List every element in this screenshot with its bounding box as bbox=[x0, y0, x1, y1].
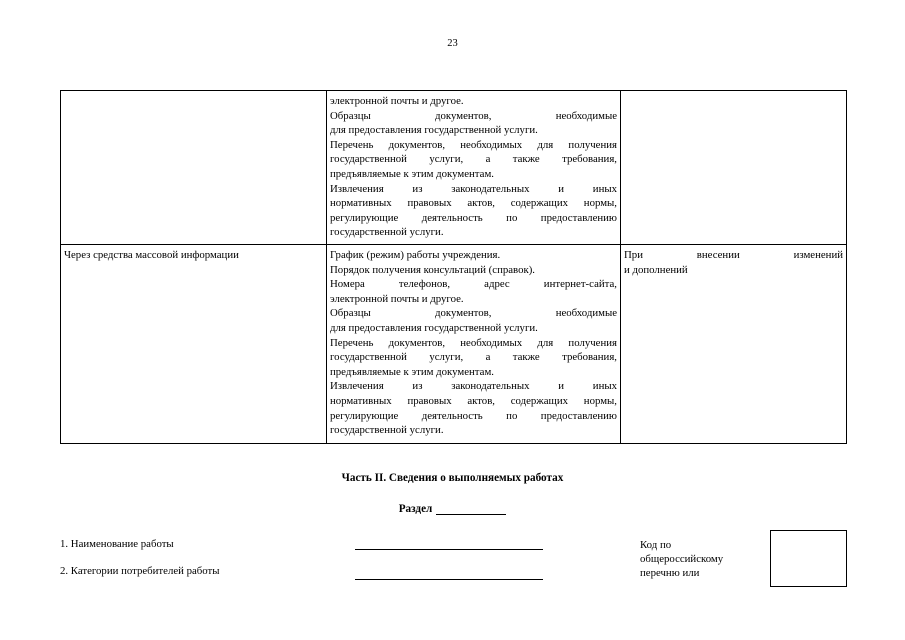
text-line: Образцы документов, необходимые bbox=[330, 109, 617, 122]
consumer-categories-label: 2. Категории потребителей работы bbox=[60, 565, 220, 577]
text-line: Извлечения из законодательных и иных bbox=[330, 182, 617, 195]
text-line: Перечень документов, необходимых для получения bbox=[330, 138, 617, 151]
code-label bbox=[640, 538, 768, 580]
text-line: государственной услуги. bbox=[330, 424, 444, 437]
section-number-blank[interactable] bbox=[436, 503, 506, 515]
work-name-label: 1. Наименование работы bbox=[60, 538, 174, 550]
text-line: электронной почты и другое. bbox=[330, 292, 464, 305]
table-cell-frequency bbox=[621, 91, 847, 245]
section-label: Раздел bbox=[398, 503, 433, 515]
consumer-categories-blank[interactable] bbox=[355, 579, 543, 580]
section-heading bbox=[0, 503, 905, 515]
text-line: Перечень документов, необходимых для получения bbox=[330, 336, 617, 349]
work-name-blank[interactable] bbox=[355, 549, 543, 550]
text-line: электронной почты и другое. bbox=[330, 95, 464, 107]
text-line: Номера телефонов, адрес интернет-сайта, bbox=[330, 278, 617, 291]
text-line: для предоставления государственной услуги. bbox=[330, 124, 538, 137]
text-line: нормативных правовых актов, содержащих нормы, bbox=[330, 394, 617, 407]
part-title: Часть II. Сведения о выполняемых работах bbox=[341, 472, 564, 484]
text-line: Код по bbox=[640, 539, 672, 551]
table-cell-content bbox=[327, 245, 621, 444]
text-line: государственной услуги. bbox=[330, 226, 444, 239]
text-line: общероссийскому bbox=[640, 553, 724, 565]
text-line: График (режим) работы учреждения. bbox=[330, 249, 501, 261]
text-line: При внесении изменений bbox=[624, 249, 843, 261]
table-cell-method bbox=[61, 91, 327, 245]
table-cell-content bbox=[327, 91, 621, 245]
page-number: 23 bbox=[447, 38, 458, 49]
text-line: государственной услуги, а также требования, bbox=[330, 351, 617, 364]
table-row bbox=[61, 245, 847, 444]
code-box[interactable] bbox=[770, 530, 847, 587]
text-line: для предоставления государственной услуги. bbox=[330, 321, 538, 334]
text-line: предъявляемые к этим документам. bbox=[330, 365, 494, 378]
table-row bbox=[61, 91, 847, 245]
text-line: регулирующие деятельность по предоставлению bbox=[330, 409, 617, 422]
table-cell-method: Через средства массовой информации bbox=[61, 245, 327, 444]
text-line: Порядок получения консультаций (справок). bbox=[330, 263, 536, 276]
text-line: нормативных правовых актов, содержащих нормы, bbox=[330, 197, 617, 210]
text-line: и дополнений bbox=[624, 263, 688, 276]
text-line: предъявляемые к этим документам. bbox=[330, 167, 494, 180]
table-cell-frequency bbox=[621, 245, 847, 444]
text-line: Образцы документов, необходимые bbox=[330, 307, 617, 320]
text-line: государственной услуги, а также требования, bbox=[330, 153, 617, 166]
text-line: Извлечения из законодательных и иных bbox=[330, 380, 617, 393]
text-line: перечню или bbox=[640, 567, 700, 579]
info-table bbox=[60, 90, 847, 444]
text-line: регулирующие деятельность по предоставлению bbox=[330, 211, 617, 224]
